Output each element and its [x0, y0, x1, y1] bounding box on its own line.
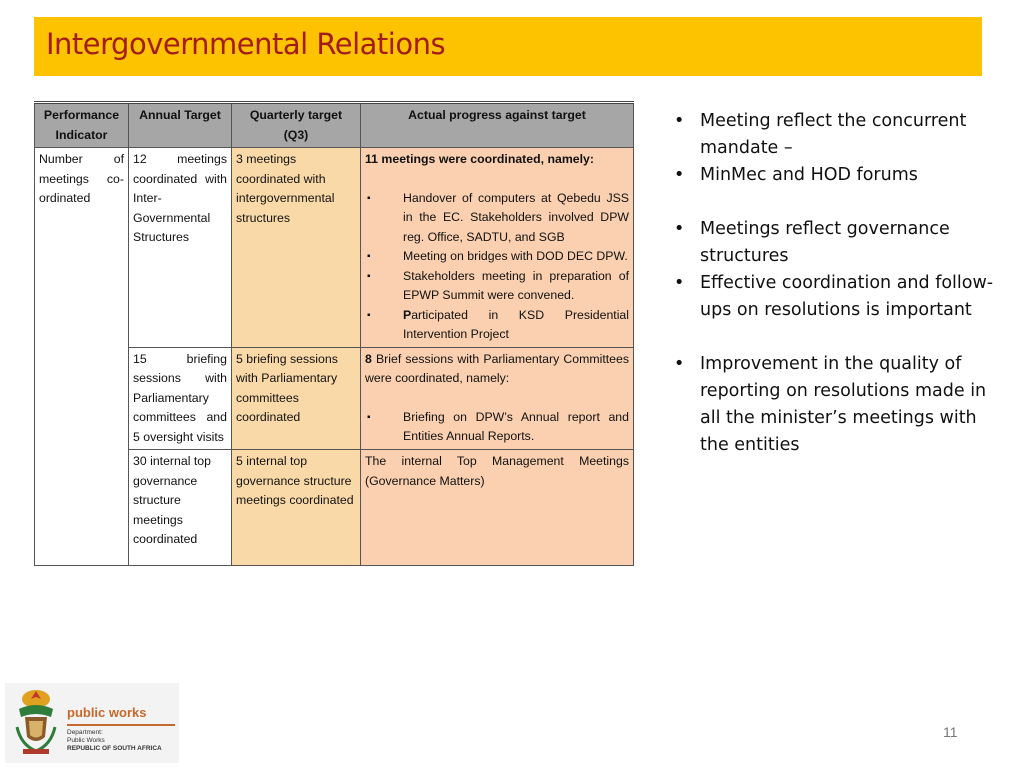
- page-number: 11: [943, 724, 958, 740]
- bullet-text: articipated in KSD Presidential Intervention Project: [403, 307, 629, 341]
- header-annual-target: Annual Target: [129, 103, 232, 148]
- bullet-icon: •: [674, 219, 685, 239]
- slide-title: Intergovernmental Relations: [46, 27, 446, 61]
- list-item: ▪ Meeting on bridges with DOD DEC DPW.: [365, 247, 629, 267]
- list-item: • Effective coordination and follow-ups on resolutions is important: [672, 270, 1002, 324]
- annual-target-cell: 15 briefing sessions with Parliamentary committees and 5 oversight visits: [129, 347, 232, 450]
- bullet-icon: •: [674, 354, 685, 374]
- list-item: ▪ Briefing on DPW’s Annual report and Entities Annual Reports.: [365, 408, 629, 447]
- progress-bullet-list: [365, 189, 629, 345]
- progress-cell: [361, 347, 634, 450]
- quarterly-target-cell: 5 briefing sessions with Parliamentary committees coordinated: [232, 347, 361, 450]
- bullet-icon: •: [674, 273, 685, 293]
- list-item: • Improvement in the quality of reporting on resolutions made in all the minister’s meetings with the entities: [672, 351, 1002, 459]
- bold-initial: P: [403, 307, 412, 322]
- header-quarterly-target: Quarterly target (Q3): [232, 103, 361, 148]
- progress-lead-number: 8: [365, 351, 372, 366]
- annual-target-cell: 12 meetings coordinated with Inter-Governmental Structures: [129, 148, 232, 348]
- logo-name: public works: [67, 705, 147, 720]
- key-points-list: [672, 108, 1002, 459]
- coat-of-arms-icon: [11, 687, 61, 757]
- annual-target-cell: 30 internal top governance structure meetings coordinated: [129, 450, 232, 566]
- progress-lead: [365, 350, 629, 389]
- progress-lead-text: Brief sessions with Parliamentary Committees were coordinated, namely:: [365, 351, 629, 385]
- table-row: [35, 148, 634, 348]
- bullet-icon: •: [674, 111, 685, 131]
- progress-bullet-list: [365, 408, 629, 447]
- header-performance-indicator: Performance Indicator: [35, 103, 129, 148]
- title-bar: [34, 17, 982, 76]
- public-works-logo: [5, 683, 179, 763]
- performance-table: [34, 101, 634, 566]
- quarterly-target-cell: 5 internal top governance structure meetings coordinated: [232, 450, 361, 566]
- header-actual-progress: Actual progress against target: [361, 103, 634, 148]
- list-item: ▪ Handover of computers at Qebedu JSS in the EC. Stakeholders involved DPW reg. Office, SADTU, and SGB: [365, 189, 629, 248]
- table-header-row: [35, 103, 634, 148]
- list-item: ▪ Stakeholders meeting in preparation of EPWP Summit were convened.: [365, 267, 629, 306]
- bullet-icon: •: [674, 165, 685, 185]
- indicator-cell: Number of meetings co-ordinated: [35, 148, 129, 566]
- list-item: • Meetings reflect governance structures: [672, 216, 1002, 270]
- progress-cell: The internal Top Management Meetings (Governance Matters): [361, 450, 634, 566]
- list-item: • MinMec and HOD forums: [672, 162, 1002, 189]
- progress-lead: 11 meetings were coordinated, namely:: [365, 152, 594, 166]
- quarterly-target-cell: 3 meetings coordinated with intergovernmental structures: [232, 148, 361, 348]
- list-item: • Meeting reflect the concurrent mandate –: [672, 108, 1002, 162]
- list-item: [365, 306, 629, 345]
- logo-department: Department: Public Works REPUBLIC OF SOUTH AFRICA: [67, 729, 162, 752]
- progress-cell: [361, 148, 634, 348]
